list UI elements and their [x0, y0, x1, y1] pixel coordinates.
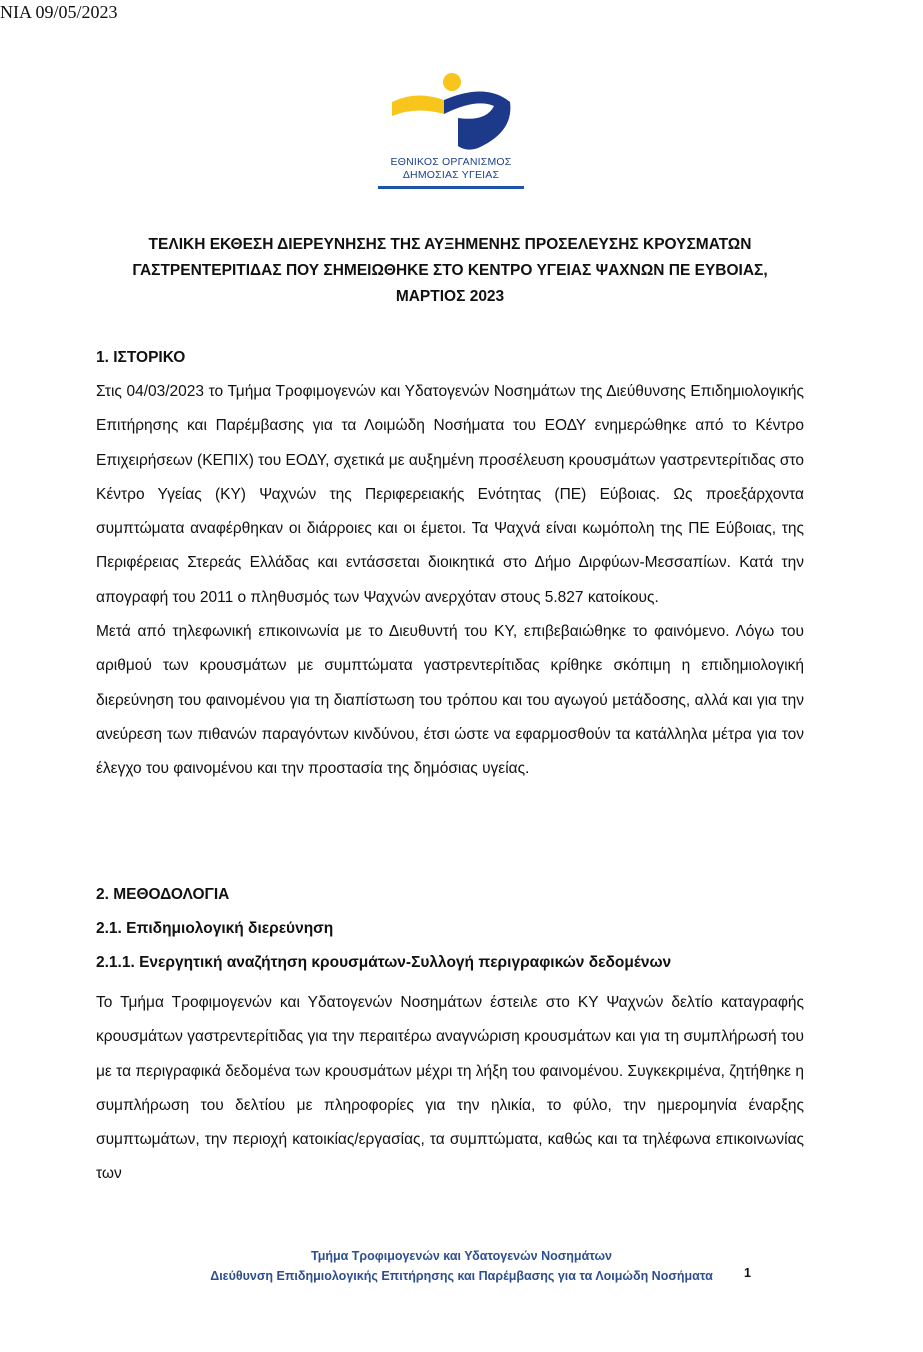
date-stamp: NIA 09/05/2023	[0, 2, 118, 22]
logo-underline	[378, 186, 524, 189]
section-1-paragraph-2: Μετά από τηλεφωνική επικοινωνία με το Διευθυντή του ΚΥ, επιβεβαιώθηκε το φαινόμενο. Λόγω του αριθμού των κρουσμάτων με συμπτώματα γαστρεντερίτιδας κρίθηκε σκόπιμη η επιδημιολογική διερεύνηση του φαινομένου για τη διαπίστωση του τρόπου και του αγωγού μετάδοσης, αλλά και για την ανεύρεση των πιθανών παραγόντων κινδύνου, έτσι ώστε να εφαρμοσθούν τα κατάλληλα μέτρα για τον έλεγχο του φαινομένου και την προστασία της δημόσιας υγείας.	[96, 623, 804, 778]
section-2-paragraph-1: Το Τμήμα Τροφιμογενών και Υδατογενών Νοσημάτων έστειλε στο ΚΥ Ψαχνών δελτίο καταγραφής κρουσμάτων γαστρεντερίτιδας για την περαιτέρω αναγνώριση κρουσμάτων και για τη συμπλήρωσή του με τα περιγραφικά δεδομένα των κρουσμάτων μέχρι τη λήξη του φαινομένου. Συγκεκριμένα, ζητήθηκε η συμπλήρωση του δελτίου με πληροφορίες για την ηλικία, το φύλο, την ημερομηνία έναρξης συμπτωμάτων, την περιοχή κατοικίας/εργασίας, τα συμπτώματα, καθώς και τα τηλέφωνα επικοινωνίας των	[96, 994, 804, 1183]
footer-line-1: Τμήμα Τροφιμογενών και Υδατογενών Νοσημάτων	[310, 1249, 613, 1263]
section-history	[96, 341, 804, 787]
org-name-line2: ΔΗΜΟΣΙΑΣ ΥΓΕΙΑΣ	[402, 169, 500, 181]
footer-line-2: Διεύθυνση Επιδημιολογικής Επιτήρησης και Παρέμβασης για τα Λοιμώδη Νοσήματα	[210, 1269, 713, 1283]
section-2-heading: 2. ΜΕΘΟΔΟΛΟΓΙΑ	[96, 886, 230, 903]
eody-emblem-icon	[386, 72, 516, 154]
document-title	[96, 232, 804, 310]
subsection-2-1-heading: 2.1. Επιδημιολογική διερεύνηση	[96, 920, 334, 937]
eody-logo	[376, 72, 526, 192]
title-line-3: ΜΑΡΤΙΟΣ 2023	[395, 288, 505, 305]
page-number: 1	[744, 1266, 751, 1280]
title-line-1: ΤΕΛΙΚΗ ΕΚΘΕΣΗ ΔΙΕΡΕΥΝΗΣΗΣ ΤΗΣ ΑΥΞΗΜΕΝΗΣ ΠΡΟΣΕΛΕΥΣΗΣ ΚΡΟΥΣΜΑΤΩΝ	[148, 236, 752, 253]
page-footer	[0, 1246, 923, 1286]
org-name-line1: ΕΘΝΙΚΟΣ ΟΡΓΑΝΙΣΜΟΣ	[390, 156, 512, 168]
section-1-heading: 1. ΙΣΤΟΡΙΚΟ	[96, 349, 186, 366]
subsection-2-1-1-heading: 2.1.1. Ενεργητική αναζήτηση κρουσμάτων-Συλλογή περιγραφικών δεδομένων	[96, 954, 672, 971]
section-1-paragraph-1: Στις 04/03/2023 το Τμήμα Τροφιμογενών και Υδατογενών Νοσημάτων της Διεύθυνσης Επιδημιολογικής Επιτήρησης και Παρέμβασης για τα Λοιμώδη Νοσήματα του ΕΟΔΥ ενημερώθηκε από το Κέντρο Επιχειρήσεων (ΚΕΠΙΧ) του ΕΟΔΥ, σχετικά με αυξημένη προσέλευση κρουσμάτων γαστρεντερίτιδας στο Κέντρο Υγείας (ΚΥ) Ψαχνών της Περιφερειακής Ενότητας (ΠΕ) Εύβοιας. Ως προεξάρχοντα συμπτώματα αναφέρθηκαν οι διάρροιες και οι έμετοι. Τα Ψαχνά είναι κωμόπολη της ΠΕ Εύβοιας, της Περιφέρειας Στερεάς Ελλάδας και εντάσσεται διοικητικά στο Δήμο Διρφύων-Μεσσαπίων. Κατά την απογραφή του 2011 ο πληθυσμός των Ψαχνών ανερχόταν στους 5.827 κατοίκους.	[96, 383, 805, 606]
title-line-2: ΓΑΣΤΡΕΝΤΕΡΙΤΙΔΑΣ ΠΟΥ ΣΗΜΕΙΩΘΗΚΕ ΣΤΟ ΚΕΝΤΡΟ ΥΓΕΙΑΣ ΨΑΧΝΩΝ ΠΕ ΕΥΒΟΙΑΣ,	[132, 262, 768, 279]
section-methodology	[96, 878, 804, 1192]
